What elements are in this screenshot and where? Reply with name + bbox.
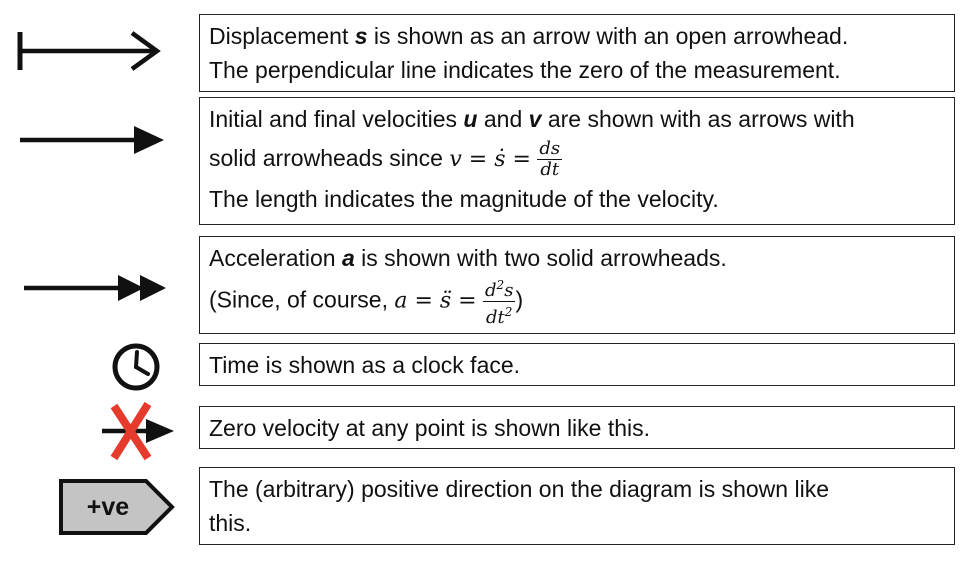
displacement-line-1: Displacement s is shown as an arrow with an open arrowhead.	[209, 23, 849, 49]
velocity-line-3: The length indicates the magnitude of the velocity.	[209, 186, 719, 212]
positive-direction-badge-label: +ve	[86, 493, 130, 521]
acceleration-arrow-icon	[22, 268, 172, 308]
acceleration-line-1: Acceleration a is shown with two solid arrowheads.	[209, 245, 727, 271]
zero-velocity-icon	[96, 400, 180, 462]
positive-direction-description	[199, 467, 955, 545]
time-line: Time is shown as a clock face.	[209, 352, 521, 378]
displacement-description	[199, 14, 955, 92]
displacement-line-2: The perpendicular line indicates the zero of the measurement.	[209, 57, 841, 83]
velocity-fraction: $\frac{ds}{dt}$	[539, 138, 561, 181]
displacement-arrow-icon	[14, 26, 164, 76]
positive-direction-icon	[58, 478, 176, 536]
zero-velocity-description	[199, 406, 955, 449]
velocity-arrow-icon	[18, 120, 168, 160]
velocity-equation: v = ṡ =	[449, 147, 531, 172]
positive-direction-line-1: The (arbitrary) positive direction on the diagram is shown like	[209, 476, 829, 502]
acceleration-fraction: $\frac{d^2s}{dt^2}$	[485, 278, 514, 328]
velocity-line-1: Initial and final velocities u and v are shown with as arrows with	[209, 106, 855, 132]
positive-direction-line-2: this.	[209, 510, 252, 536]
acceleration-equation: a = s̈ =	[394, 288, 477, 314]
clock-icon	[110, 341, 162, 393]
velocity-line-2: solid arrowheads since v = ṡ = $\frac{ds}{dt}$	[209, 138, 561, 181]
time-description	[199, 343, 955, 386]
velocity-description	[199, 97, 955, 225]
zero-velocity-line: Zero velocity at any point is shown like this.	[209, 415, 651, 441]
acceleration-line-2: (Since, of course, a = s̈ = $\frac{d^2s}{dt^2}$ )	[209, 275, 945, 328]
acceleration-description	[199, 236, 955, 334]
